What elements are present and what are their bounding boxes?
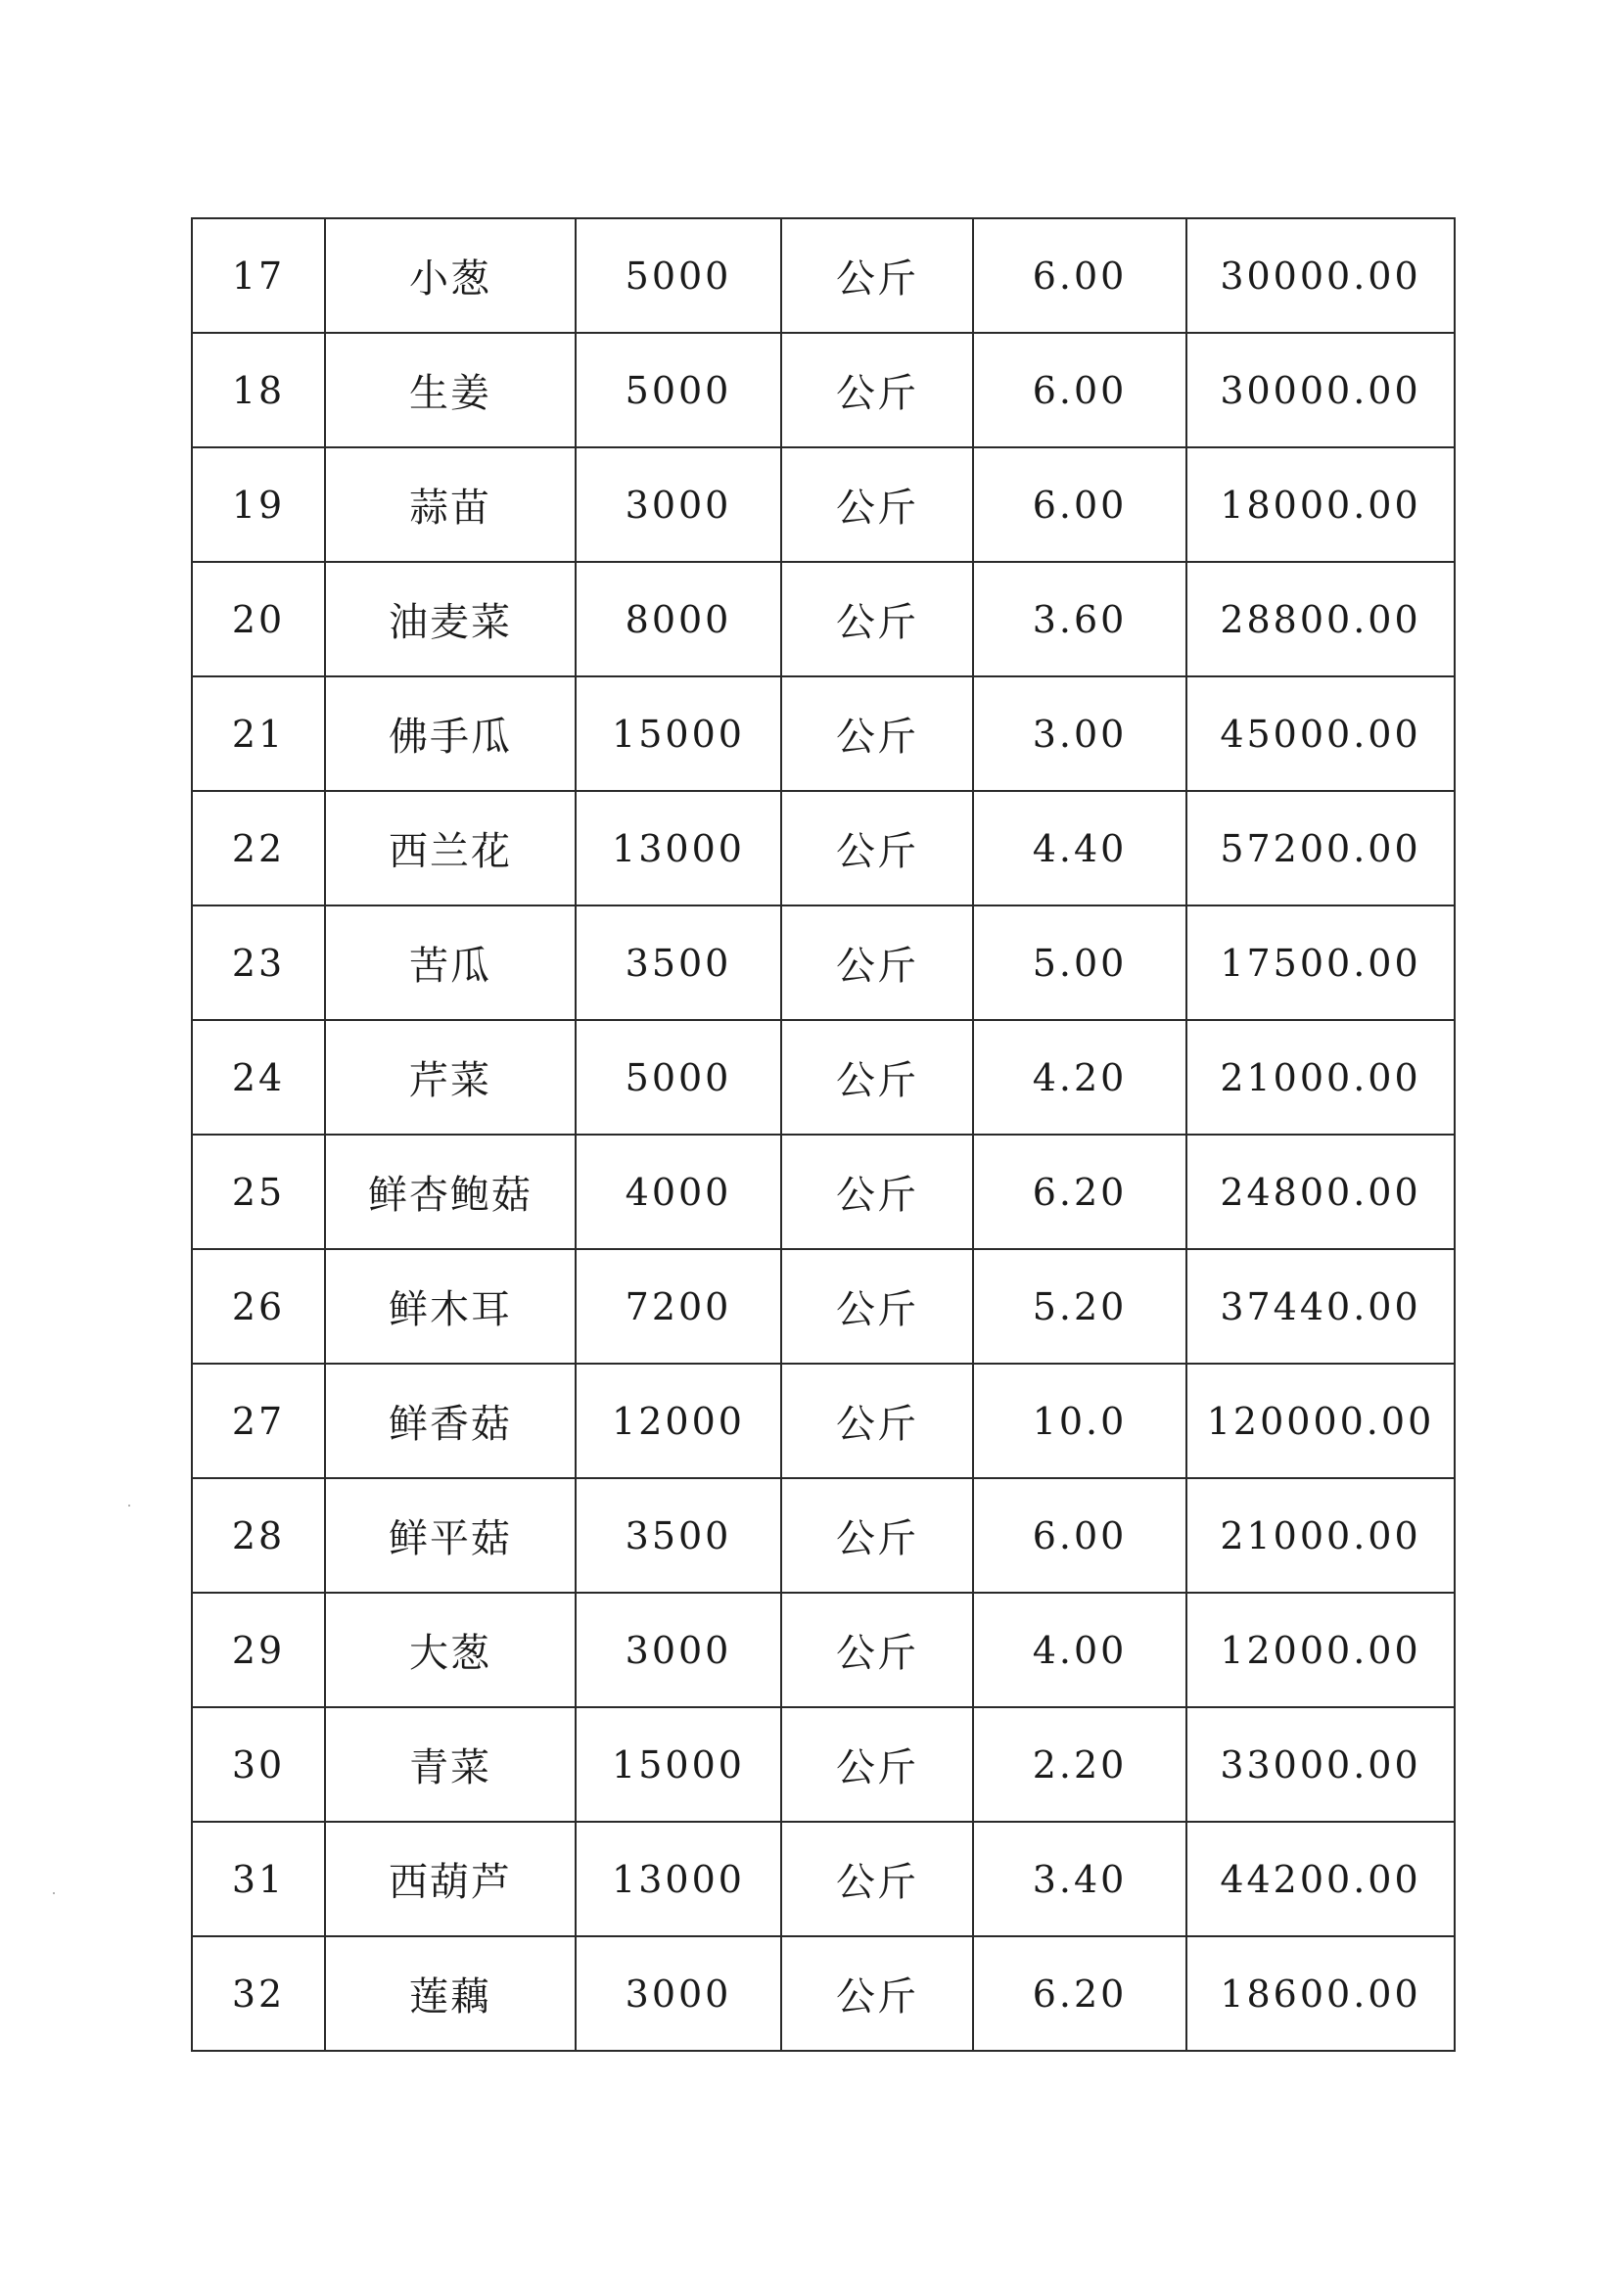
row-number-cell: 24: [192, 1020, 325, 1135]
row-number-cell: 27: [192, 1364, 325, 1478]
amount-cell: 21000.00: [1186, 1020, 1455, 1135]
item-name-cell: 西兰花: [325, 791, 576, 905]
item-name-cell: 鲜杏鲍菇: [325, 1135, 576, 1249]
quantity-cell: 5000: [576, 333, 781, 447]
quantity-cell: 15000: [576, 676, 781, 791]
amount-cell: 45000.00: [1186, 676, 1455, 791]
unit-price-cell: 3.40: [973, 1822, 1186, 1936]
unit-price-cell: 6.00: [973, 1478, 1186, 1593]
item-name-cell: 鲜平菇: [325, 1478, 576, 1593]
amount-cell: 21000.00: [1186, 1478, 1455, 1593]
unit-cell: 公斤: [781, 1249, 973, 1364]
unit-cell: 公斤: [781, 1135, 973, 1249]
unit-cell: 公斤: [781, 791, 973, 905]
quantity-cell: 5000: [576, 218, 781, 333]
unit-price-cell: 6.20: [973, 1936, 1186, 2051]
item-name-cell: 佛手瓜: [325, 676, 576, 791]
unit-cell: 公斤: [781, 447, 973, 562]
unit-cell: 公斤: [781, 1478, 973, 1593]
row-number-cell: 18: [192, 333, 325, 447]
item-name-cell: 油麦菜: [325, 562, 576, 676]
item-name-cell: 蒜苗: [325, 447, 576, 562]
table-row: [192, 1020, 1455, 1135]
table-row: [192, 1707, 1455, 1822]
quantity-cell: 3000: [576, 1593, 781, 1707]
unit-cell: 公斤: [781, 1593, 973, 1707]
unit-cell: 公斤: [781, 1020, 973, 1135]
table-row: [192, 1593, 1455, 1707]
table-row: [192, 1478, 1455, 1593]
amount-cell: 12000.00: [1186, 1593, 1455, 1707]
item-name-cell: 鲜木耳: [325, 1249, 576, 1364]
item-name-cell: 小葱: [325, 218, 576, 333]
row-number-cell: 21: [192, 676, 325, 791]
amount-cell: 24800.00: [1186, 1135, 1455, 1249]
amount-cell: 57200.00: [1186, 791, 1455, 905]
item-name-cell: 大葱: [325, 1593, 576, 1707]
quantity-cell: 13000: [576, 1822, 781, 1936]
quantity-cell: 8000: [576, 562, 781, 676]
quantity-cell: 3500: [576, 1478, 781, 1593]
table-row: [192, 1135, 1455, 1249]
quantity-cell: 13000: [576, 791, 781, 905]
quantity-cell: 3000: [576, 1936, 781, 2051]
row-number-cell: 32: [192, 1936, 325, 2051]
amount-cell: 37440.00: [1186, 1249, 1455, 1364]
item-name-cell: 青菜: [325, 1707, 576, 1822]
quantity-cell: 7200: [576, 1249, 781, 1364]
amount-cell: 17500.00: [1186, 905, 1455, 1020]
quantity-cell: 3500: [576, 905, 781, 1020]
quantity-cell: 4000: [576, 1135, 781, 1249]
unit-cell: 公斤: [781, 218, 973, 333]
unit-price-cell: 4.20: [973, 1020, 1186, 1135]
row-number-cell: 29: [192, 1593, 325, 1707]
quantity-cell: 15000: [576, 1707, 781, 1822]
row-number-cell: 20: [192, 562, 325, 676]
table-row: [192, 905, 1455, 1020]
table-row: [192, 676, 1455, 791]
item-name-cell: 莲藕: [325, 1936, 576, 2051]
table-row: [192, 333, 1455, 447]
unit-price-cell: 6.00: [973, 218, 1186, 333]
price-table-body: [192, 218, 1455, 2051]
unit-price-cell: 6.00: [973, 447, 1186, 562]
amount-cell: 30000.00: [1186, 218, 1455, 333]
row-number-cell: 31: [192, 1822, 325, 1936]
amount-cell: 30000.00: [1186, 333, 1455, 447]
quantity-cell: 5000: [576, 1020, 781, 1135]
table-row: [192, 447, 1455, 562]
row-number-cell: 25: [192, 1135, 325, 1249]
table-row: [192, 1364, 1455, 1478]
item-name-cell: 西葫芦: [325, 1822, 576, 1936]
unit-price-cell: 5.00: [973, 905, 1186, 1020]
unit-cell: 公斤: [781, 333, 973, 447]
row-number-cell: 30: [192, 1707, 325, 1822]
quantity-cell: 3000: [576, 447, 781, 562]
scan-speck: [53, 1892, 55, 1894]
amount-cell: 120000.00: [1186, 1364, 1455, 1478]
unit-price-cell: 6.20: [973, 1135, 1186, 1249]
item-name-cell: 生姜: [325, 333, 576, 447]
table-row: [192, 1822, 1455, 1936]
unit-cell: 公斤: [781, 562, 973, 676]
table-row: [192, 1249, 1455, 1364]
unit-price-cell: 2.20: [973, 1707, 1186, 1822]
row-number-cell: 26: [192, 1249, 325, 1364]
row-number-cell: 19: [192, 447, 325, 562]
unit-price-cell: 3.00: [973, 676, 1186, 791]
table-row: [192, 1936, 1455, 2051]
table-row: [192, 791, 1455, 905]
unit-price-cell: 6.00: [973, 333, 1186, 447]
unit-cell: 公斤: [781, 905, 973, 1020]
amount-cell: 28800.00: [1186, 562, 1455, 676]
quantity-cell: 12000: [576, 1364, 781, 1478]
unit-cell: 公斤: [781, 676, 973, 791]
unit-price-cell: 4.00: [973, 1593, 1186, 1707]
row-number-cell: 17: [192, 218, 325, 333]
unit-cell: 公斤: [781, 1936, 973, 2051]
table-row: [192, 218, 1455, 333]
amount-cell: 18600.00: [1186, 1936, 1455, 2051]
price-table: [191, 217, 1456, 2052]
scan-speck: [128, 1505, 130, 1507]
unit-cell: 公斤: [781, 1822, 973, 1936]
amount-cell: 44200.00: [1186, 1822, 1455, 1936]
row-number-cell: 23: [192, 905, 325, 1020]
unit-price-cell: 10.0: [973, 1364, 1186, 1478]
amount-cell: 33000.00: [1186, 1707, 1455, 1822]
unit-cell: 公斤: [781, 1707, 973, 1822]
unit-price-cell: 4.40: [973, 791, 1186, 905]
unit-price-cell: 3.60: [973, 562, 1186, 676]
row-number-cell: 28: [192, 1478, 325, 1593]
table-row: [192, 562, 1455, 676]
item-name-cell: 芹菜: [325, 1020, 576, 1135]
unit-cell: 公斤: [781, 1364, 973, 1478]
item-name-cell: 鲜香菇: [325, 1364, 576, 1478]
unit-price-cell: 5.20: [973, 1249, 1186, 1364]
item-name-cell: 苦瓜: [325, 905, 576, 1020]
row-number-cell: 22: [192, 791, 325, 905]
amount-cell: 18000.00: [1186, 447, 1455, 562]
